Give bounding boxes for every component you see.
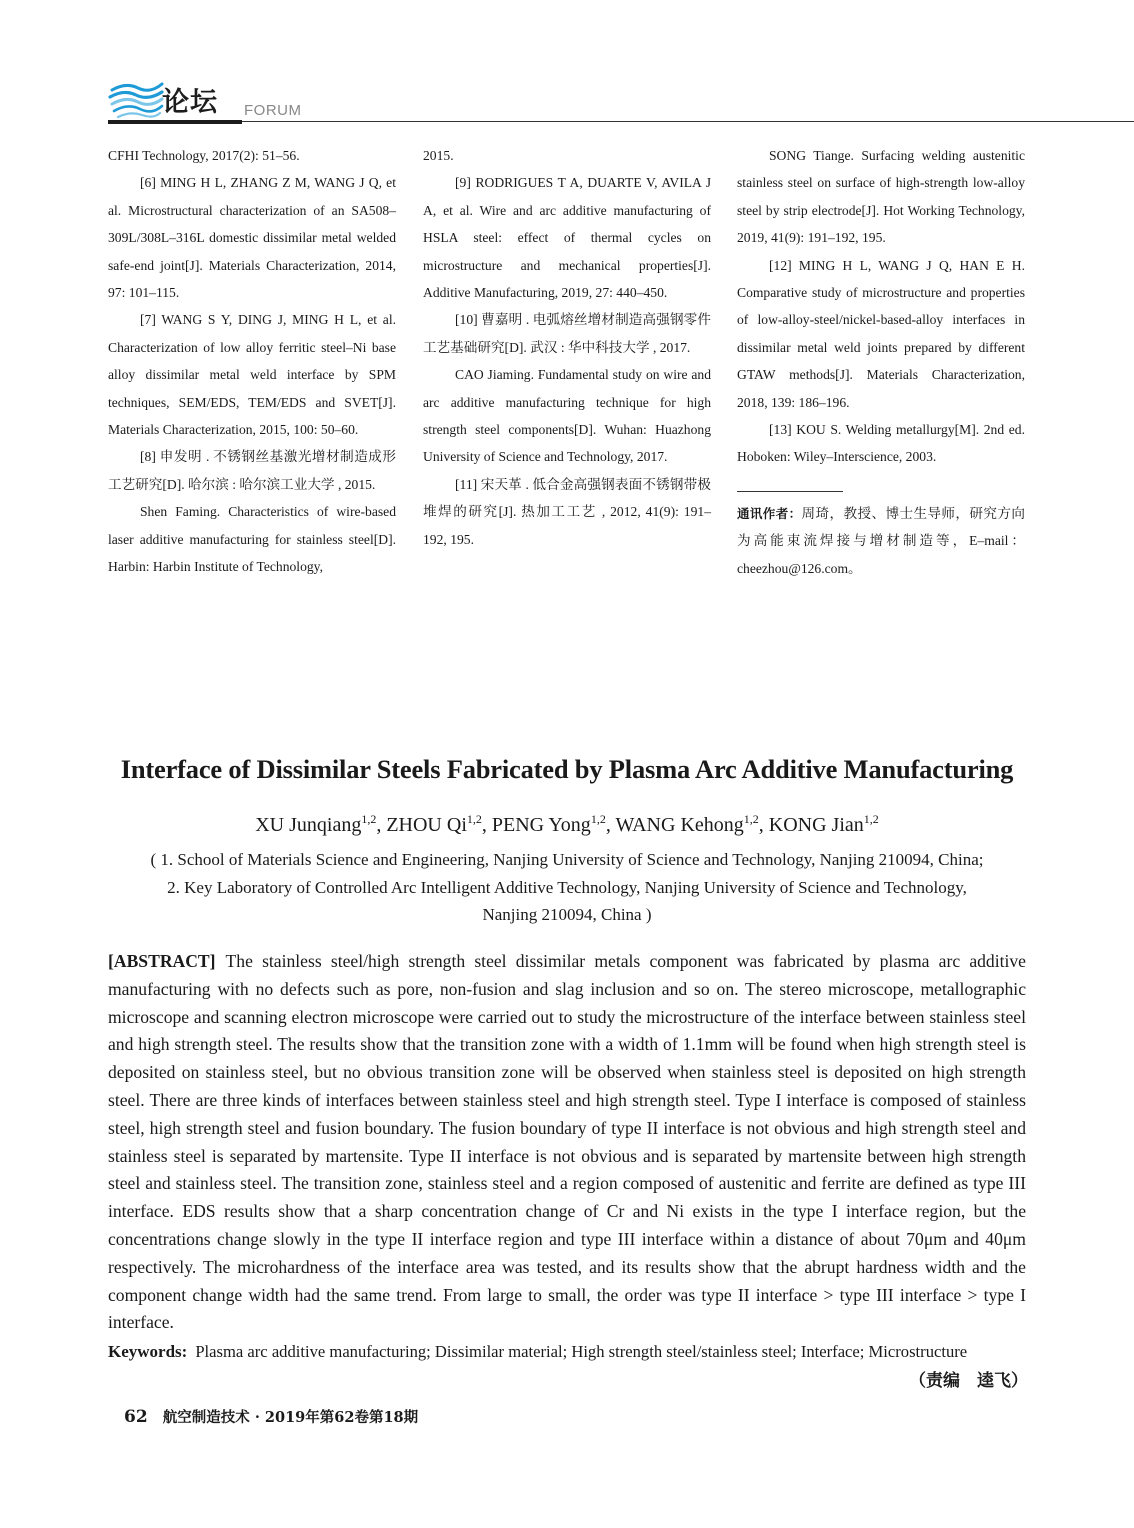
paper-title: Interface of Dissimilar Steels Fabricated by Plasma Arc Additive Manufacturing xyxy=(120,754,1014,784)
affiliation-line: Nanjing 210094, China ) xyxy=(482,905,652,924)
reference-entry: CFHI Technology, 2017(2): 51–56. xyxy=(108,148,300,163)
reference-entry: [8] 申发明 . 不锈钢丝基激光增材制造成形工艺研究[D]. 哈尔滨 : 哈尔滨工业大学 , 2015. xyxy=(108,449,396,492)
abstract xyxy=(108,948,1026,1337)
author-affiliation: 1,2 xyxy=(590,812,606,826)
reference-entry: [11] 宋天革 . 低合金高强钢表面不锈钢带极堆焊的研究[J]. 热加工工艺 , 2012, 41(9): 191–192, 195. xyxy=(423,476,711,547)
author-separator: , xyxy=(605,814,616,836)
corresponding-author xyxy=(737,500,1025,582)
corresponding-author-label: 通讯作者： xyxy=(737,505,802,521)
author-separator: , xyxy=(376,814,387,836)
references-column-2 xyxy=(423,142,711,553)
references-column-3 xyxy=(737,142,1025,582)
editor-note: （责编 逵飞） xyxy=(909,1371,1028,1391)
author-name: KONG Jian xyxy=(768,814,864,836)
reference-entry: [12] MING H L, WANG J Q, HAN E H. Comparative study of microstructure and properties of low-alloy-steel/nickel-based-alloy interfaces in dissimilar metal weld joints prepared by different GTAW methods[J]. Materials Characterization, 2018, 139: 186–196. xyxy=(737,257,1025,410)
author-affiliation: 1,2 xyxy=(863,812,879,826)
page-footer xyxy=(124,1406,418,1427)
abstract-label: [ABSTRACT] xyxy=(108,951,216,971)
author-affiliation: 1,2 xyxy=(743,812,759,826)
keywords-label: Keywords: xyxy=(108,1342,188,1361)
footnote-separator xyxy=(737,491,843,492)
journal-info: 航空制造技术 · 2019年第62卷第18期 xyxy=(162,1409,419,1426)
page-number: 62 xyxy=(124,1407,148,1427)
keywords-text: Plasma arc additive manufacturing; Dissimilar material; High strength steel/stainless steel; Interface; Microstructure xyxy=(195,1342,968,1361)
author-name: XU Junqiang xyxy=(255,814,362,836)
reference-entry: [13] KOU S. Welding metallurgy[M]. 2nd ed. Hoboken: Wiley–Interscience, 2003. xyxy=(737,422,1025,465)
waves-logo-icon xyxy=(108,80,164,120)
reference-entry: [6] MING H L, ZHANG Z M, WANG J Q, et al. Microstructural characterization of an SA508–309L/308L–316L domestic dissimilar metal welded safe-end joint[J]. Materials Characterization, 2014, 97: 101–115. xyxy=(108,175,396,301)
affiliation-line: 2. Key Laboratory of Controlled Arc Intelligent Additive Technology, Nanjing University of Science and Technology, xyxy=(167,877,967,897)
author-name: WANG Kehong xyxy=(615,814,744,836)
header-rule-thin xyxy=(242,121,1134,122)
abstract-text: The stainless steel/high strength steel dissimilar metals component was fabricated by plasma arc additive manufacturing with no defects such as pore, non-fusion and slag inclusion and so on. The stereo microscope, metallographic microscope and scanning electron microscope were carried out to study the microstructure of the interface between stainless steel and high strength steel. The results show that the transition zone with a width of 1.1mm will be found when high strength steel is deposited on stainless steel, but no obvious transition zone will be observed when stainless steel is deposited on high strength steel. There are three kinds of interfaces between stainless steel and high strength steel. Type I interface is composed of stainless steel, high strength steel and fusion boundary. The fusion boundary of type II interface is not obvious and high strength steel and stainless steel is separated by martensite. Type II interface is not obvious and is separated by martensite between high strength steel and stainless steel. The transition zone, stainless steel and a region composed of austenitic and ferrite are defined as type III interface. EDS results show that a sharp concentration change of Cr and Ni exists in the type I interface region, but the concentrations change slowly in the type II interface region and type III interface within a distance of about 70μm and 40μm respectively. The microhardness of the interface area was tested, and its results show that the abrupt hardness width and the component change width had the same trend. From large to small, the order was type II interface > type III interface > type I interface. xyxy=(108,951,1026,1333)
section-header xyxy=(108,76,1134,126)
section-title-en: FORUM xyxy=(244,102,302,119)
references-section xyxy=(108,142,1026,642)
author-affiliation: 1,2 xyxy=(466,812,482,826)
reference-entry: Shen Faming. Characteristics of wire-based laser additive manufacturing for stainless steel[D]. Harbin: Harbin Institute of Technology, xyxy=(108,504,396,575)
reference-entry: [10] 曹嘉明 . 电弧熔丝增材制造高强钢零件工艺基础研究[D]. 武汉 : 华中科技大学 , 2017. xyxy=(423,312,711,355)
keywords xyxy=(108,1338,1026,1365)
author-name: ZHOU Qi xyxy=(386,814,467,836)
references-column-1 xyxy=(108,142,396,581)
reference-entry: [7] WANG S Y, DING J, MING H L, et al. Characterization of low alloy ferritic steel–Ni base alloy dissimilar metal weld interface by SPM techniques, SEM/EDS, TEM/EDS and SVET[J]. Materials Characterization, 2015, 100: 50–60. xyxy=(108,312,396,438)
affiliations xyxy=(80,846,1054,929)
reference-entry: SONG Tiange. Surfacing welding austenitic stainless steel on surface of high-strength low-alloy steel by strip electrode[J]. Hot Working Technology, 2019, 41(9): 191–192, 195. xyxy=(737,148,1025,246)
author-list xyxy=(0,812,1134,837)
author-affiliation: 1,2 xyxy=(361,812,377,826)
reference-entry: CAO Jiaming. Fundamental study on wire and arc additive manufacturing technique for high strength steel components[D]. Wuhan: Huazhong University of Science and Technology, 2017. xyxy=(423,367,711,465)
affiliation-line: ( 1. School of Materials Science and Engineering, Nanjing University of Science and Technology, Nanjing 210094, China; xyxy=(150,850,984,869)
author-separator: , xyxy=(758,814,769,836)
header-rule-thick xyxy=(108,120,242,124)
author-separator: , xyxy=(481,814,492,836)
corresponding-author-text: 周琦，教授、博士生导师，研究方向为高能束流焊接与增材制造等，E–mail：cheezhou@126.com。 xyxy=(737,505,1025,576)
reference-entry: [9] RODRIGUES T A, DUARTE V, AVILA J A, et al. Wire and arc additive manufacturing of HSLA steel: effect of thermal cycles on microstructure and mechanical properties[J]. Additive Manufacturing, 2019, 27: 440–450. xyxy=(423,175,711,301)
author-name: PENG Yong xyxy=(491,814,591,836)
section-title-cn: 论坛 xyxy=(162,87,218,118)
reference-entry: 2015. xyxy=(423,148,454,163)
